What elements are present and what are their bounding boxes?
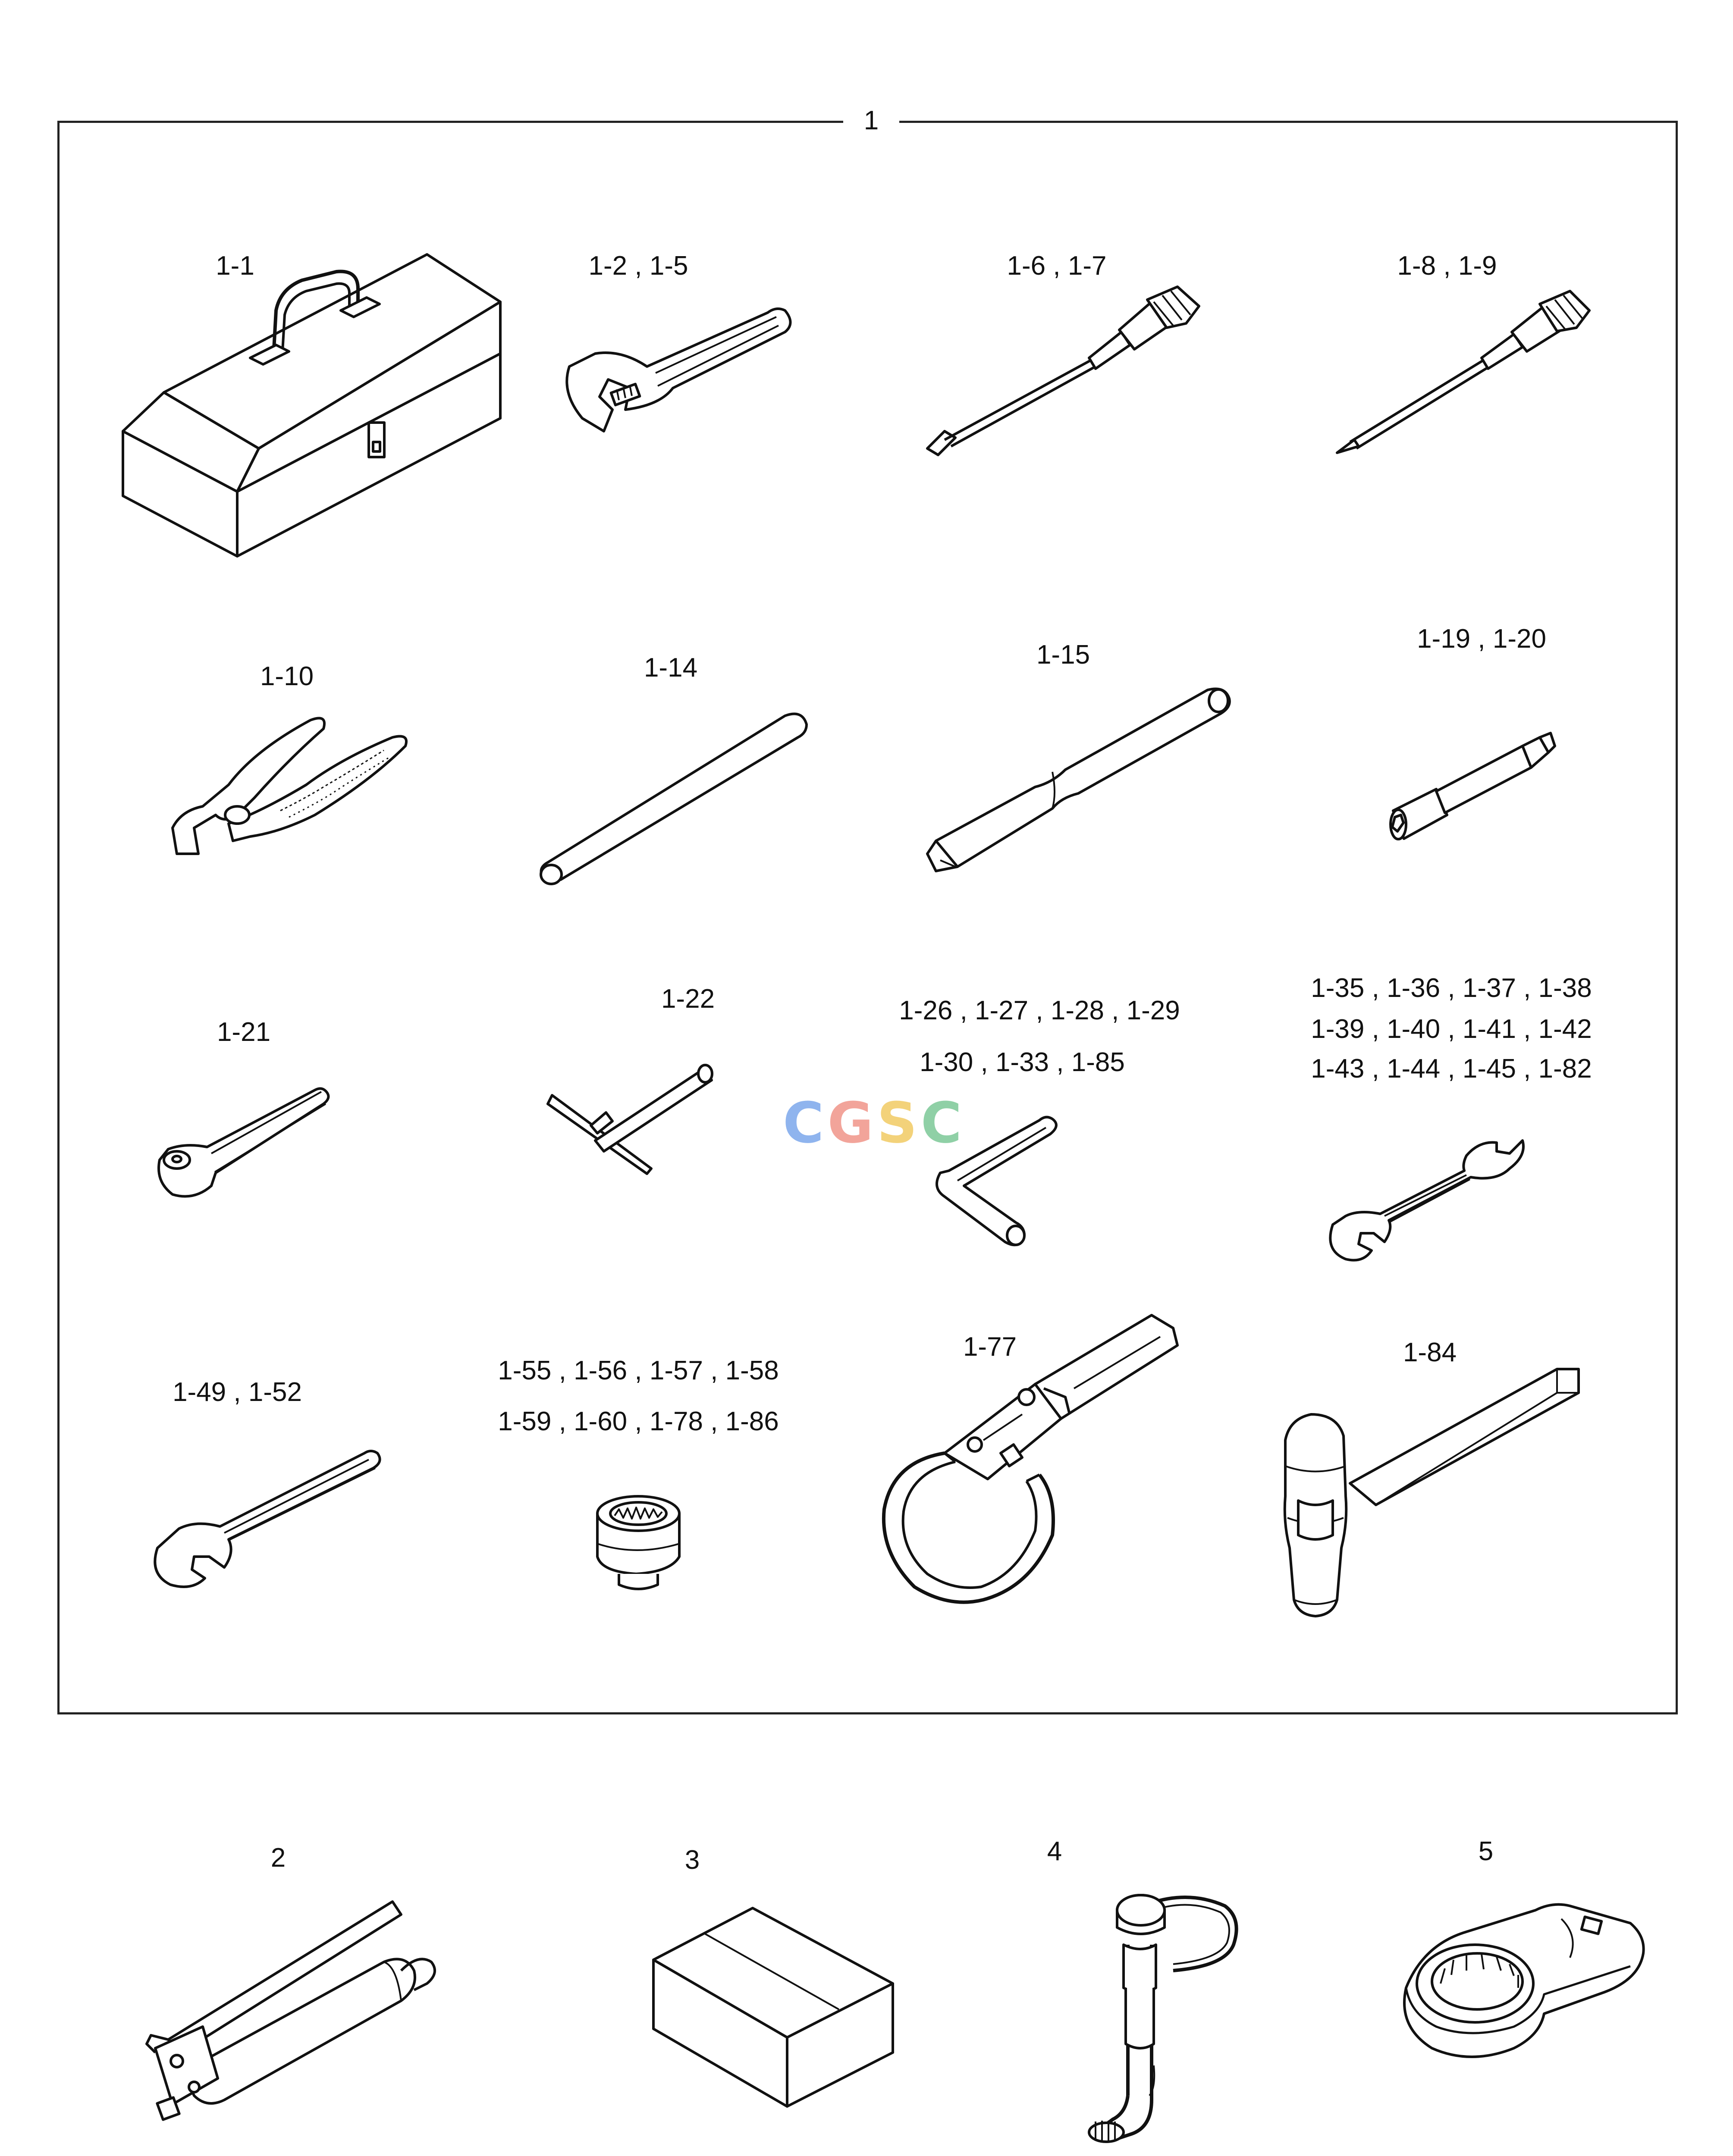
label-1-49-1-52: 1-49 , 1-52 [173,1377,302,1407]
label-5: 5 [1478,1836,1494,1866]
watermark-letter: C [920,1090,966,1156]
flat-bar-icon [923,686,1234,880]
socket-icon [593,1492,684,1591]
single-open-wrench-icon [149,1449,382,1591]
label-1-6-1-7: 1-6 , 1-7 [1007,251,1107,281]
label-1-26-line1: 1-26 , 1-27 , 1-28 , 1-29 [899,996,1180,1025]
label-1-26-line2: 1-30 , 1-33 , 1-85 [920,1047,1125,1077]
hammer-icon [1268,1367,1587,1621]
label-1-1: 1-1 [216,251,254,281]
watermark-letter: G [827,1090,877,1156]
label-1-35-line3: 1-43 , 1-44 , 1-45 , 1-82 [1311,1054,1592,1084]
flat-screwdriver-icon [919,285,1203,457]
watermark-logo [783,1090,965,1156]
adjustable-wrench-icon [561,302,794,440]
label-1-77: 1-77 [963,1332,1017,1362]
label-1-10: 1-10 [260,661,314,691]
pliers-icon [168,711,410,858]
tommy-bar-icon [535,707,811,884]
label-1-35-line1: 1-35 , 1-36 , 1-37 , 1-38 [1311,973,1592,1003]
label-1-35-line2: 1-39 , 1-40 , 1-41 , 1-42 [1311,1014,1592,1044]
label-1-21: 1-21 [217,1017,271,1047]
label-1-2-1-5: 1-2 , 1-5 [588,251,688,281]
label-3: 3 [684,1845,700,1875]
label-1-19-1-20: 1-19 , 1-20 [1417,624,1546,654]
watermark-letter: C [783,1090,828,1156]
group-label: 1 [843,98,899,143]
grease-nozzle-hose-icon [1087,1880,1251,2143]
label-1-84: 1-84 [1403,1338,1457,1367]
filter-band-wrench-icon [880,1311,1182,1613]
toolbox-icon [116,250,505,561]
label-2: 2 [270,1843,286,1873]
label-4: 4 [1047,1836,1062,1866]
grease-gun-icon [142,1897,444,2117]
t-handle-wrench-icon [543,1061,716,1173]
label-1-55-line1: 1-55 , 1-56 , 1-57 , 1-58 [498,1356,779,1385]
label-1-55-line2: 1-59 , 1-60 , 1-78 , 1-86 [498,1407,779,1436]
socket-extension-icon [1389,729,1557,849]
phillips-screwdriver-icon [1333,289,1592,457]
box-icon [649,1904,897,2111]
label-1-15: 1-15 [1036,640,1090,670]
ring-spanner-icon [1397,1902,1648,2061]
ratchet-handle-icon [151,1087,332,1203]
watermark-letter: S [877,1090,921,1156]
label-1-22: 1-22 [661,984,715,1014]
label-1-14: 1-14 [644,653,698,683]
label-1-8-1-9: 1-8 , 1-9 [1397,251,1497,281]
open-end-wrench-icon [1324,1138,1531,1263]
